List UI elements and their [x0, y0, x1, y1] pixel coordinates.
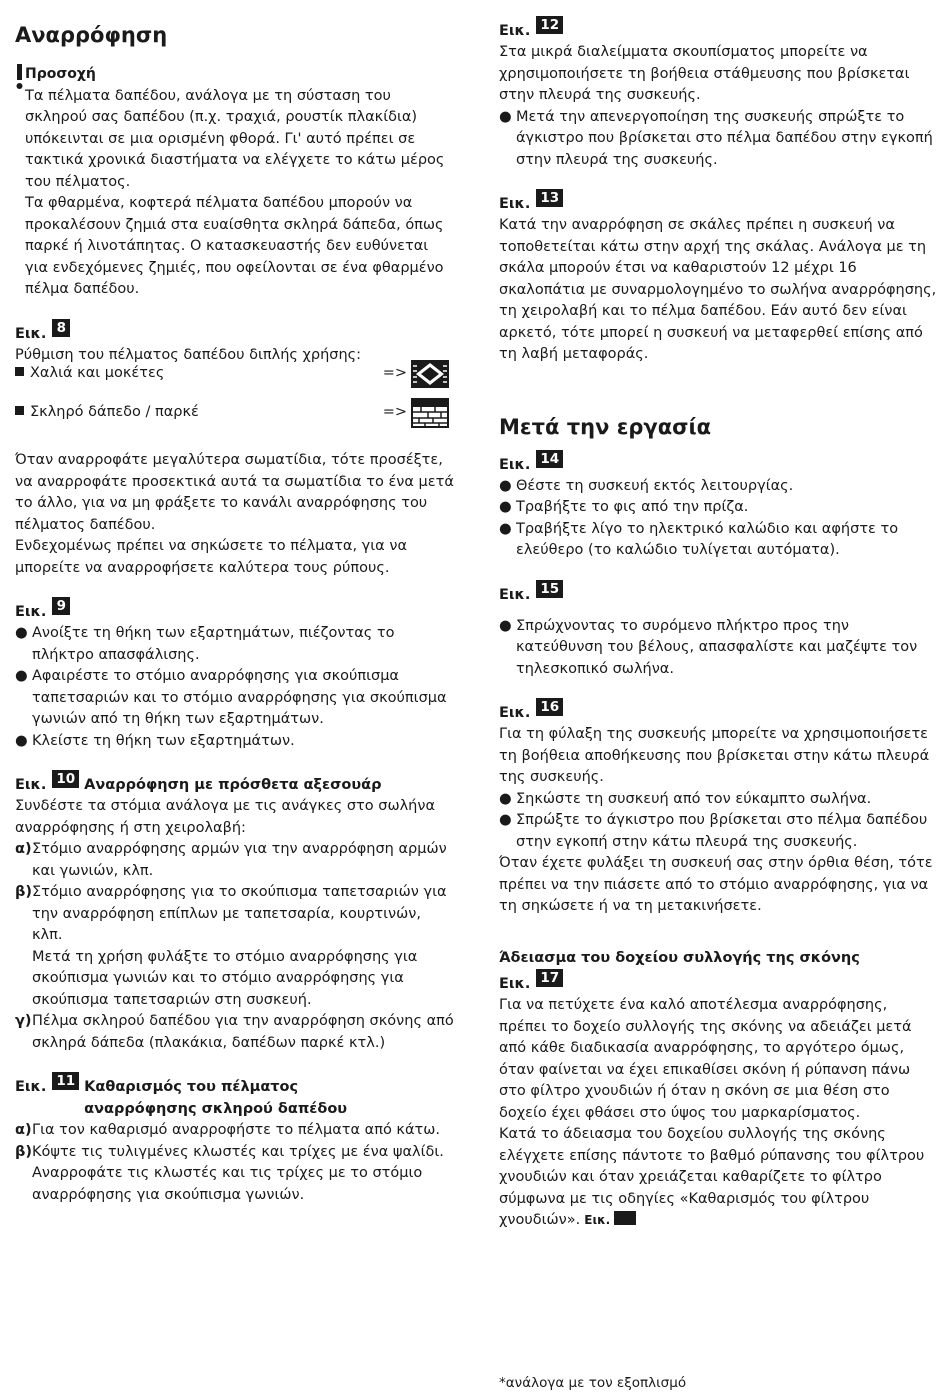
footnote: *ανάλογα με τον εξοπλισμό [499, 1375, 687, 1391]
list-item: ● Κλείστε τη θήκη των εξαρτημάτων. [15, 732, 295, 749]
figure-11-section [15, 1073, 455, 1206]
figure-label: Εικ. 11 Καθαρισμός του πέλματος αναρρόφησης σκληρού δαπέδου [15, 1076, 455, 1120]
fig11-title: Καθαρισμός του πέλματος αναρρόφησης σκληρού δαπέδου [84, 1079, 348, 1117]
figure-number-box [614, 1211, 636, 1225]
figure-14-section [499, 450, 937, 562]
list-item: α) Στόμιο αναρρόφησης αρμών για την αναρρόφηση αρμών και γωνιών, κλπ. [15, 841, 447, 879]
fig16-text-2: Όταν έχετε φυλάξει τη συσκευή σας στην όρθια θέση, τότε πρέπει να την πιάσετε από το στόμιο αναρρόφησης, για να τη σηκώσετε ή να τη μετακινήσετε. [499, 855, 933, 914]
list-item: ● Ανοίξτε τη θήκη των εξαρτημάτων, πιέζοντας το πλήκτρο απασφάλισης. [15, 625, 395, 663]
figure-8-section [15, 319, 455, 429]
setting-hardfloor-row [15, 398, 455, 428]
fig17-text-2: Κατά το άδειασμα του δοχείου συλλογής της σκόνης ελέγχετε επίσης πάντοτε το βαθμό ρύπανσης του φίλτρου χνουδιών και όταν χρειάζεται καθαρίζετε το φίλτρο σύμφωνα με τις οδηγίες «Καθαρισμός του φίλτρου χνουδιών». Εικ. [499, 1126, 925, 1228]
list-item: ● Σπρώξτε το άγκιστρο που βρίσκεται στο πέλμα δαπέδου στην εγκοπή στην κάτω πλευρά της συσκευής. [499, 812, 928, 850]
arrow-text: => [382, 365, 407, 382]
list-item: ● Σπρώχνοντας το συρόμενο πλήκτρο προς την κατεύθυνση του βέλους, απασφαλίστε και μαζέψτε τον τηλεσκοπικό σωλήνα. [499, 617, 918, 677]
fig10-intro: Συνδέστε τα στόμια ανάλογα με τις ανάγκες στο σωλήνα αναρρόφησης ή στη χειρολαβή: [15, 798, 436, 836]
carpet-mode-icon [411, 360, 449, 388]
fig12-text: Στα μικρά διαλείμματα σκουπίσματος μπορείτε να χρησιμοποιήσετε τη βοήθεια στάθμευσης που βρίσκεται στην πλευρά της συσκευής. [499, 44, 910, 103]
list-item: ● Τραβήξτε λίγο το ηλεκτρικό καλώδιο και αφήστε το ελεύθερο (το καλώδιο τυλίγεται αυτόματα). [499, 520, 899, 558]
section-heading-vacuuming: Αναρρόφηση [15, 23, 168, 47]
figure-16-section [499, 699, 937, 918]
caution-text-2: Τα φθαρμένα, κοφτερά πέλματα δαπέδου μπορούν να προκαλέσουν ζημιά στα ευαίσθητα σκληρά δάπεδα, όπως παρκέ ή λινοτάπητας. Ο κατασκευαστής δεν ευθύνεται για ενδεχόμενες ζημιές, που οφείλονται σε ένα φθαρμένο πέλμα δαπέδου. [25, 195, 444, 297]
list-item: α) Για τον καθαρισμό αναρροφήστε το πέλματα από κάτω. [15, 1122, 441, 1138]
list-item: ● Μετά την απενεργοποίηση της συσκευής σπρώξτε το άγκιστρο που βρίσκεται στο πέλμα δαπέδου στην εγκοπή στην πλευρά της συσκευής. [499, 108, 933, 168]
setting-carpet-label: Χαλιά και μοκέτες [30, 365, 165, 382]
figure-9-section [15, 598, 455, 752]
figure-13-section [499, 190, 937, 366]
figure-label: Εικ. 15 [499, 584, 937, 606]
section-heading-after-work: Μετά την εργασία [499, 414, 712, 439]
caution-block [15, 64, 455, 301]
caution-text-1: Τα πέλματα δαπέδου, ανάλογα με τη σύσταση του σκληρού σας δαπέδου (π.χ. τραχιά, ρουστίκ πλακίδια) υπόκεινται σε μια ορισμένη φθορά. Γι' αυτό πρέπει σε τακτικά χρονικά διαστήματα να ελέγχετε το κάτω μέρος του πέλματος. [25, 87, 445, 190]
left-column [15, 20, 455, 1228]
caution-title: Προσοχή [25, 66, 96, 82]
inline-figure-ref: Εικ. [584, 1213, 611, 1227]
sub-heading-emptying: Άδειασμα του δοχείου συλλογής της σκόνης [499, 949, 860, 966]
figure-label: Εικ. 10 Αναρρόφηση με πρόσθετα αξεσουάρ [15, 774, 455, 796]
list-item: β) Στόμιο αναρρόφησης για το σκούπισμα ταπετσαριών για την αναρρόφηση επίπλων με ταπετσαρία, κουρτινών, κλπ. [15, 884, 447, 943]
arrow-text: => [382, 404, 407, 421]
right-column [499, 17, 937, 1232]
list-item: ● Τραβήξτε το φις από την πρίζα. [499, 499, 749, 515]
figure-label: Εικ. 17 [499, 973, 937, 995]
figure-label: Εικ. 9 [15, 601, 455, 623]
fig17-text-1: Για να πετύχετε ένα καλό αποτέλεσμα αναρρόφησης, πρέπει το δοχείο συλλογής της σκόνης να αδειάζει μετά από κάθε διαδικασία αναρρόφησης, το αργότερο όμως, όταν φαίνεται να έχει επικαθίσει σκόνη ή ρύπανση πάνω στο φίλτρο χνουδιών ή όταν η σκόνη σε μια θέση στο δοχείο έχει φθάσει στο ύψος του μαρκαρίσματος. [499, 997, 912, 1121]
large-particles-text-2: Ενδεχομένως πρέπει να σηκώσετε το πέλματα, για να μπορείτε να αναρροφήσετε καλύτερα τους ρύπους. [15, 538, 407, 576]
list-item: ● Αφαιρέστε το στόμιο αναρρόφησης για σκούπισμα ταπετσαριών και το στόμιο αναρρόφησης για σκούπισμα γωνιών από τη θήκη των εξαρτημάτων. [15, 668, 447, 727]
figure-label: Εικ. 13 [499, 193, 937, 215]
fig16-text: Για τη φύλαξη της συσκευής μπορείτε να χρησιμοποιήσετε τη βοήθεια αποθήκευσης που βρίσκεται στην κάτω πλευρά της συσκευής. [499, 726, 930, 785]
fig8-intro: Ρύθμιση του πέλματος δαπέδου διπλής χρήσης: [15, 346, 362, 363]
list-item: ● Σηκώστε τη συσκευή από τον εύκαμπτο σωλήνα. [499, 790, 872, 807]
figure-label: Εικ. 14 [499, 454, 937, 476]
list-item: ● Θέστε τη συσκευή εκτός λειτουργίας. [499, 477, 794, 494]
figure-10-section [15, 771, 455, 1054]
figure-label: Εικ. 12 [499, 20, 937, 42]
large-particles-text-1: Όταν αναρροφάτε μεγαλύτερα σωματίδια, τότε προσέξτε, να αναρροφάτε προσεκτικά αυτά τα σωματίδια το ένα μετά το άλλο, για να μη φράξετε το κανάλι αναρρόφησης του πέλματος δαπέδου. [15, 452, 454, 533]
large-particles-section [15, 450, 455, 579]
figure-label: Εικ. 16 [499, 702, 937, 724]
fig13-text: Κατά την αναρρόφηση σε σκάλες πρέπει η συσκευή να τοποθετείται κάτω στην αρχή της σκάλας. Ανάλογα με τη σκάλα μπορούν έτσι να καθαριστούν 12 μέχρι 16 σκαλοπάτια με συναρμολογημένο το σωλήνα αναρρόφησης, τη χειρολαβή και το πέλμα δαπέδου. Εάν αυτό δεν είναι αρκετό, τότε μπορεί η συσκευή να μεταφερθεί επίσης από τη λαβή μεταφοράς. [499, 217, 937, 362]
list-item: γ) Πέλμα σκληρού δαπέδου για την αναρρόφηση σκόνης από σκληρά δάπεδα (πλακάκια, δαπέδων παρκέ κτλ.) [15, 1013, 454, 1051]
figure-15-section [499, 580, 937, 681]
square-bullet-icon [15, 367, 24, 376]
hard-floor-mode-icon [411, 398, 449, 428]
setting-hardfloor-label: Σκληρό δάπεδο / παρκέ [30, 404, 199, 421]
fig10-title: Αναρρόφηση με πρόσθετα αξεσουάρ [84, 777, 382, 793]
emptying-dust-container-section [499, 948, 937, 1232]
figure-12-section [499, 17, 937, 171]
square-bullet-icon [15, 406, 24, 415]
warning-icon [15, 64, 25, 301]
fig10-b-continuation: Μετά τη χρήση φυλάξτε το στόμιο αναρρόφησης για σκούπισμα γωνιών και το στόμιο αναρρόφησης για σκούπισμα ταπετσαριών στη συσκευή. [32, 948, 418, 1008]
list-item: β) Κόψτε τις τυλιγμένες κλωστές και τρίχες με ένα ψαλίδι. Αναρροφάτε τις κλωστές και τις τρίχες με το στόμιο αναρρόφησης για σκούπισμα γωνιών. [15, 1143, 444, 1203]
figure-label: Εικ. 8 [15, 323, 455, 345]
